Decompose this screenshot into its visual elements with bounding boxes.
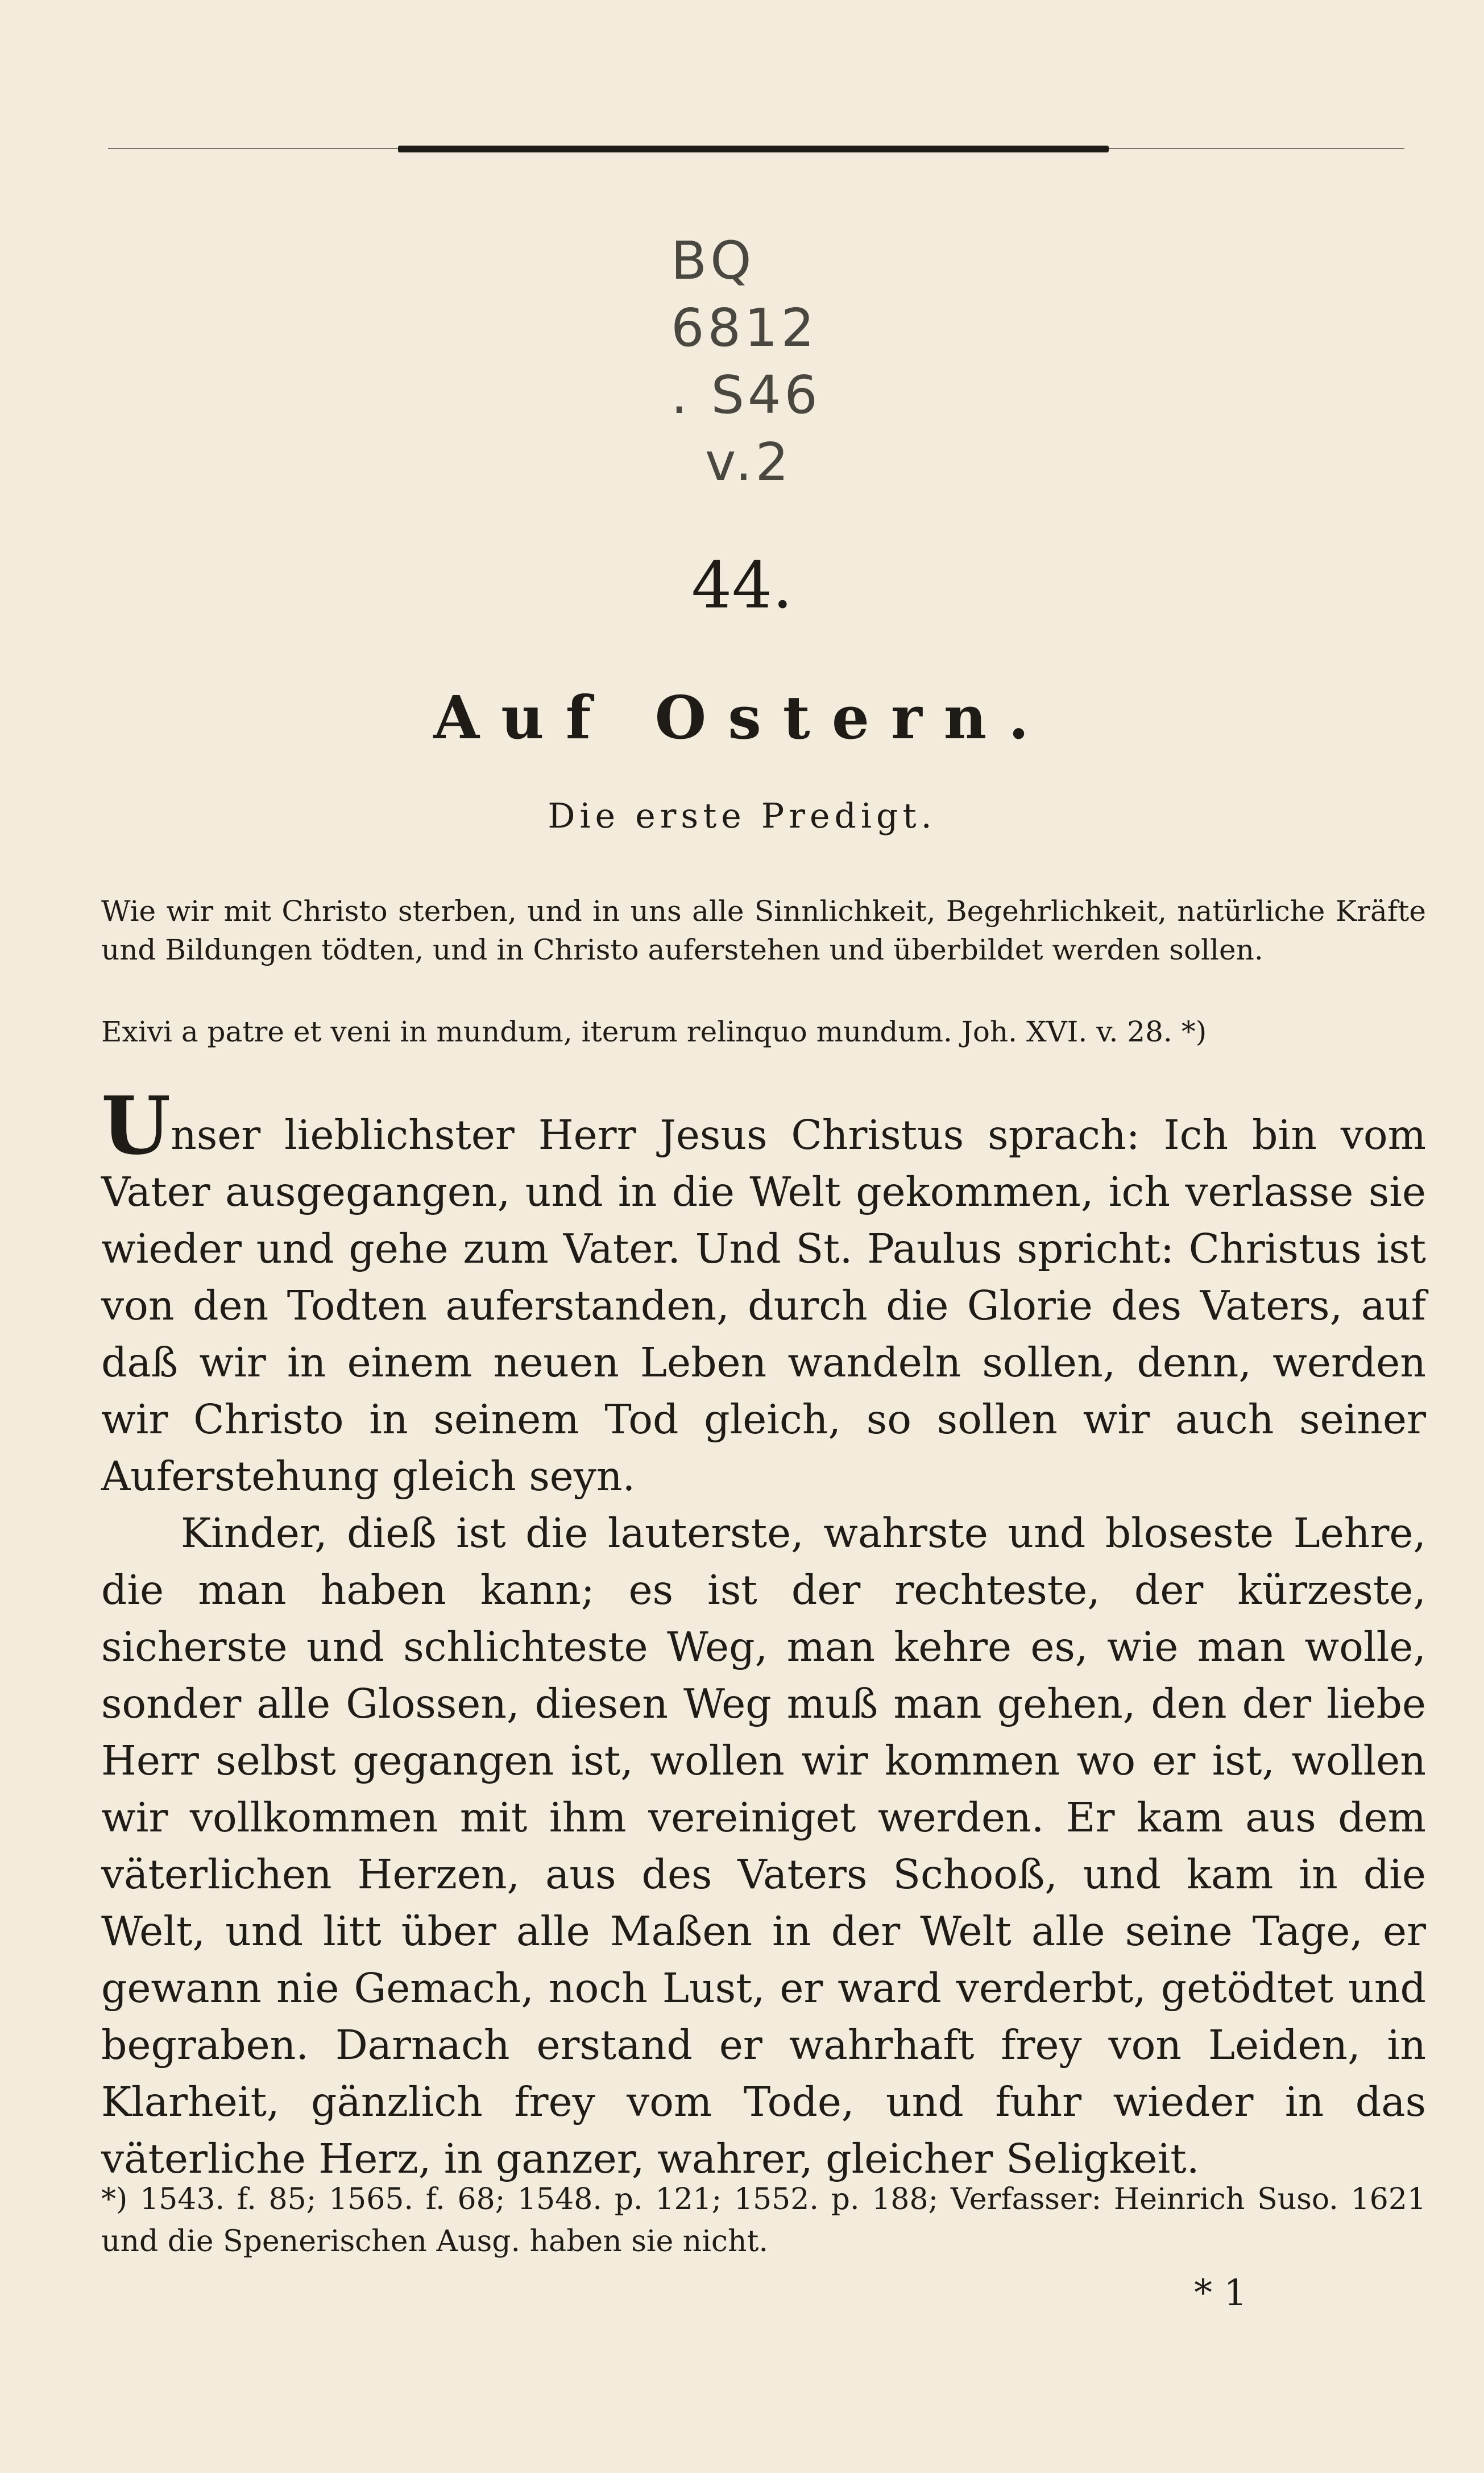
paragraph-1-text: nser lieblichster Herr Jesus Christus sprach: Ich bin vom Vater ausgegangen, und in die Welt gekommen, ich verlasse sie wieder und gehe zum Vater. Und St. Paulus spricht: Christus ist von den Todten auferstanden, durch die Glorie des Vaters, auf daß wir in einem neuen Leben wandeln sollen, denn, werden wir Christo in seinem Tod gleich, so sollen wir auch seiner Auferstehung gleich seyn. xyxy=(101,1111,1426,1500)
call-number-line-3: . S46 xyxy=(671,365,821,425)
footnote: *) 1543. f. 85; 1565. f. 68; 1548. p. 121; 1552. p. 188; Verfasser: Heinrich Suso. 1621 und die Spenerischen Ausg. haben sie nicht. xyxy=(101,2182,1426,2259)
call-number-line-4: v.2 xyxy=(705,432,793,493)
header-rule-thick xyxy=(398,146,1109,152)
signature-mark: * 1 xyxy=(1194,2272,1247,2314)
paragraph-2: Kinder, dieß ist die lauterste, wahrste und bloseste Lehre, die man haben kann; es ist der rechteste, der kürzeste, sicherste und schlichteste Weg, man kehre es, wie man wolle, sonder alle Glossen, diesen Weg muß man gehen, den der liebe Herr selbst gegangen ist, wollen wir kommen wo er ist, wollen wir vollkommen mit ihm vereiniget werden. Er kam aus dem väterlichen Herzen, aus des Vaters Schooß, und kam in die Welt, und litt über alle Maßen in der Welt alle seine Tage, er gewann nie Gemach, noch Lust, er ward verderbt, getödtet und begraben. Darnach erstand er wahrhaft frey von Leiden, in Klarheit, gänzlich frey vom Tode, und fuhr wieder in das väterliche Herz, in ganzer, wahrer, gleicher Seligkeit. xyxy=(101,1510,1426,2182)
latin-quote: Exivi a patre et veni in mundum, iterum relinquo mundum. Joh. XVI. v. 28. *) xyxy=(101,1015,1207,1048)
call-number-line-2: 6812 xyxy=(671,297,818,358)
sermon-body xyxy=(101,1080,1426,2187)
call-number-line-1: BQ xyxy=(671,230,755,291)
sermon-subtitle: Die erste Predigt. xyxy=(548,796,936,836)
library-call-number xyxy=(671,228,821,496)
sermon-summary: Wie wir mit Christo sterben, und in uns alle Sinnlichkeit, Begehrlichkeit, natürliche Kräfte und Bildungen tödten, und in Christo auferstehen und überbildet werden sollen. xyxy=(101,895,1426,966)
sermon-number: 44. xyxy=(691,549,793,623)
drop-cap: U xyxy=(101,1080,171,1173)
sermon-title: Auf Ostern. xyxy=(433,683,1051,752)
paragraph-1 xyxy=(101,1080,1426,1505)
